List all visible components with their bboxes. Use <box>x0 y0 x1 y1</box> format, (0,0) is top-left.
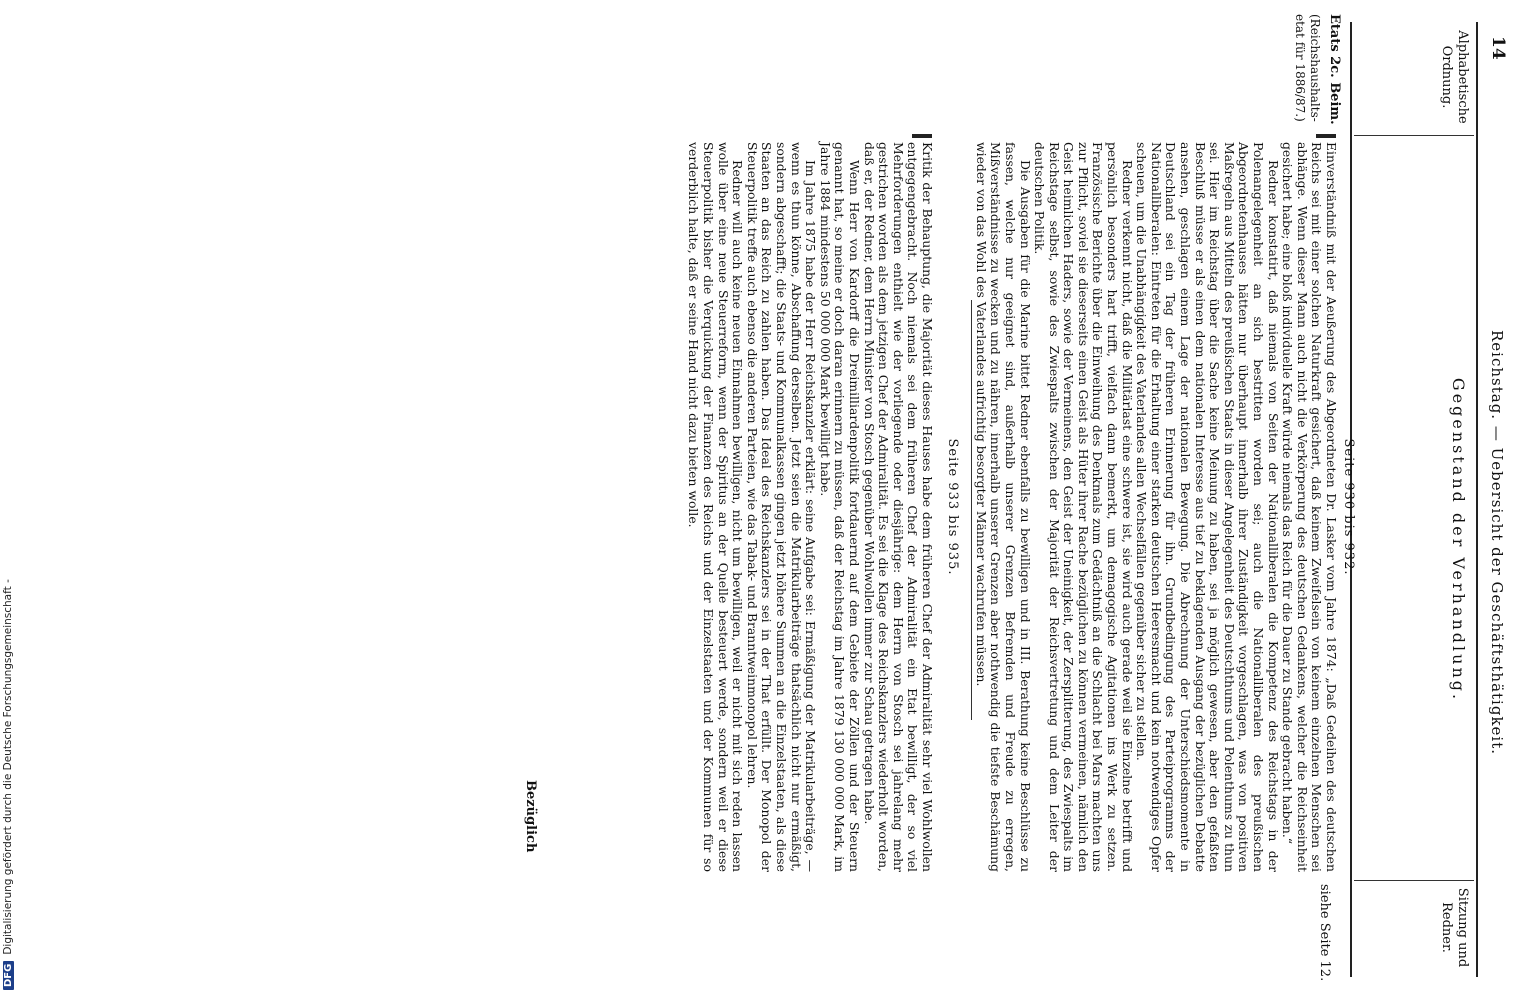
page-reference: siehe Seite 12. <box>1317 884 1332 982</box>
paragraph: Redner will auch keine neuen Einnahmen bewilligen, nicht um bewilligen, weil er nicht mit sich reden lassen wolle über eine neue Steuerreform, wenn der Spiritus an der Quelle besteuert werde, sondern weil er diese Steuerpolitik bisher die Verquickung der Finanzen des Reichs und der Einzelstaaten und der Kommunen für so verderblich halte, daß er seine Hand nicht dazu bieten wolle. <box>686 142 746 872</box>
section-text <box>686 142 934 872</box>
column-heading-session: Sitzung und Redner. <box>1439 887 1470 968</box>
section-separator <box>971 300 972 720</box>
credit-text: Digitalisierung gefördert durch die Deutsche Forschungsgemeinschaft - <box>2 579 14 955</box>
paragraph: Die Ausgaben für die Marine bittet Redner ebenfalls zu bewilligen und in III. Berathung keine Beschlüsse zu fassen, welche nur geeignet sind, außerhalb unserer Grenzen Befremden und Freude zu erregen, Mißverständnisse zu wecken und zu nähren, innerhalb unserer Grenzen aber nothwendig die tiefste Beschämung wieder von das Wohl des Vaterlandes aufrichtig besorgter Männer wachrufen müssen. <box>973 142 1033 872</box>
entry-dash <box>912 134 932 138</box>
dfg-logo: DFG <box>3 961 14 990</box>
column-heading-subject: Gegenstand der Verhandlung. <box>1449 377 1468 703</box>
column-divider <box>1354 880 1474 881</box>
page-number: 14 <box>1488 36 1508 60</box>
column-heading-alphabetical: Alphabetische Ordnung. <box>1439 30 1470 124</box>
paragraph: Wenn Herr von Kardorff die Dreimilliardenpolitik fortdauernd auf dem Gebiete der Zöllen und der Steuern genannt hat, so meine er doch daran erinnern zu müssen, daß der Reichstag im Jahre 1879 130 000 000 Mark, im Jahre 1884 mindestens 50 000 000 Mark bewilligt habe. <box>817 142 863 872</box>
running-head: Reichstag. — Uebersicht der Geschäftsthätigkeit. <box>1488 330 1506 755</box>
section-page-range: Seite 933 bis 935. <box>945 438 960 576</box>
margin-heading: Etats 2c. Beim. <box>1327 14 1342 125</box>
margin-subheading: (Reichshaushalts-etat für 1886/87.) <box>1293 14 1322 122</box>
section-page-range: Seite 930 bis 932. <box>1341 438 1356 576</box>
paragraph: Kritik der Behauptung, die Majorität dieses Hauses habe dem früheren Chef der Admiralität sehr viel Wohlwollen entgegengebracht. Noch niemals sei dem früheren Chef der Admiralität ein Etat bewilligt, der so viel Mehrforderungen enthielt wie der vorliegende oder diesjährige: dem Herrn von Stosch sei jahrelang mehr gestrichen worden als dem jetzigen Chef der Admiralität. Es sei die Klage des Reichskanzlers wiederholt worden, daß er, der Redner, dem Herrn Minister von Stosch gegenüber Wohlwollen immer zur Schau getragen habe. <box>861 142 935 872</box>
paragraph: Im Jahre 1875 habe der Herr Reichskanzler erklärt: seine Aufgabe sei: Ermäßigung der Matrikularbeiträge, — wenn es thun könne, Abschaffung derselben. Jetzt seien die Matrikularbeiträge thatsächlich nicht nur ermäßigt, sondern abgeschafft; die Staats- und Kommunalkassen gingen jetzt höhere Summen an die Einzelstaaten, als diese Staaten an das Reich zu zahlen haben. Das Ideal des Reichskanzlers sei in der That erfüllt. Der Monopol der Steuerpolitik treffe auch ebenso die anderen Parteien, wie das Tabak- und Branntweinmonopol lehren. <box>744 142 819 872</box>
paragraph: Redner konstatirt, daß niemals von Seiten der Nationalliberalen die Kompetenz des Reichstags in der Polenangelegenheit an sich bestritten worden sei; auch die Nationalliberalen des preußischen Abgeordnetenhauses hätten nur überhaupt innerhalb ihrer Zuständigkeit vorgeschlagen, was von positiven Maßregeln aus Mitteln des preußischen Staats in dieser Angelegenheit des Deutschthums und Polenthums zu thun sei. Hier im Reichstag über die Sache keine Meinung zu haben, sei ja möglich gewesen, aber den gefaßten Beschluß müsse er als einen dem nationalen Interesse aus tief zu beklagenden Ausgang der bezüglichen Debatte ansehen, geschlagen einem Lage der nationalen Bewegung. Die Abrechnung der Unterschiedsmomente in Deutschland sei ein Tag der früheren Erinnerung für ihn. Grundbedingung des Parteiprogramms der Nationalliberalen: Eintreten für die Erhaltung einer starken deutschen Heeresmacht und kein notwendiges Opfer scheuen, um die Unabhängigkeit des Vaterlandes allen Wechselfällen gegenüber sicher zu stellen. <box>1134 142 1281 872</box>
section-text <box>973 142 1338 872</box>
entry-dash <box>1316 134 1336 138</box>
column-divider <box>1354 135 1474 136</box>
paragraph: Einverständniß mit der Aeußerung des Abgeordneten Dr. Lasker vom Jahre 1874: „Daß Gedeihen des deutschen Reichs sei mit einer solchen Naturkraft gesichert, daß keinem Zweifelsein von keinem einzelnen Menschen sei abhänge. Wenn dieser Mann auch nicht die Verkörperung des deutschen Gedankens, welcher die Reichseinheit gesichert habe; eine bloß individuelle Kraft würde niemals das Reich für die Dauer zu Stande gebracht haben.“ <box>1280 142 1339 872</box>
paragraph: Redner verkennt nicht, daß die Militärlast eine schwere ist, sie wird auch gerade weil sie Einzelne betrifft und persönlich besonders hart trifft, vielfach dann bemerkt, um demagogische Agitationen ins Werk zu setzen. Französische Berichte über die Einweihung des Denkmals zum Gedächtniß an die Schlacht bei Mars machten uns zur Pflicht, soviel sie dieserseits einen Geist als Hüter ihrer Rache bezüglichen zu können vermeinen, nämlich den Geist heimlichen Haders, sowie der Vermeinens, den Geist der Uneinigkeit, der Zersplitterung, des Zwiespalts im Reichstage selbst, sowie des Zwiespalts zwischen der Majorität der Reichsvertretung und dem Leiter der deutschen Politik. <box>1032 142 1135 872</box>
catchword: Bezüglich <box>523 780 538 853</box>
header-rule <box>1476 22 1478 977</box>
digitization-credit <box>2 579 14 990</box>
